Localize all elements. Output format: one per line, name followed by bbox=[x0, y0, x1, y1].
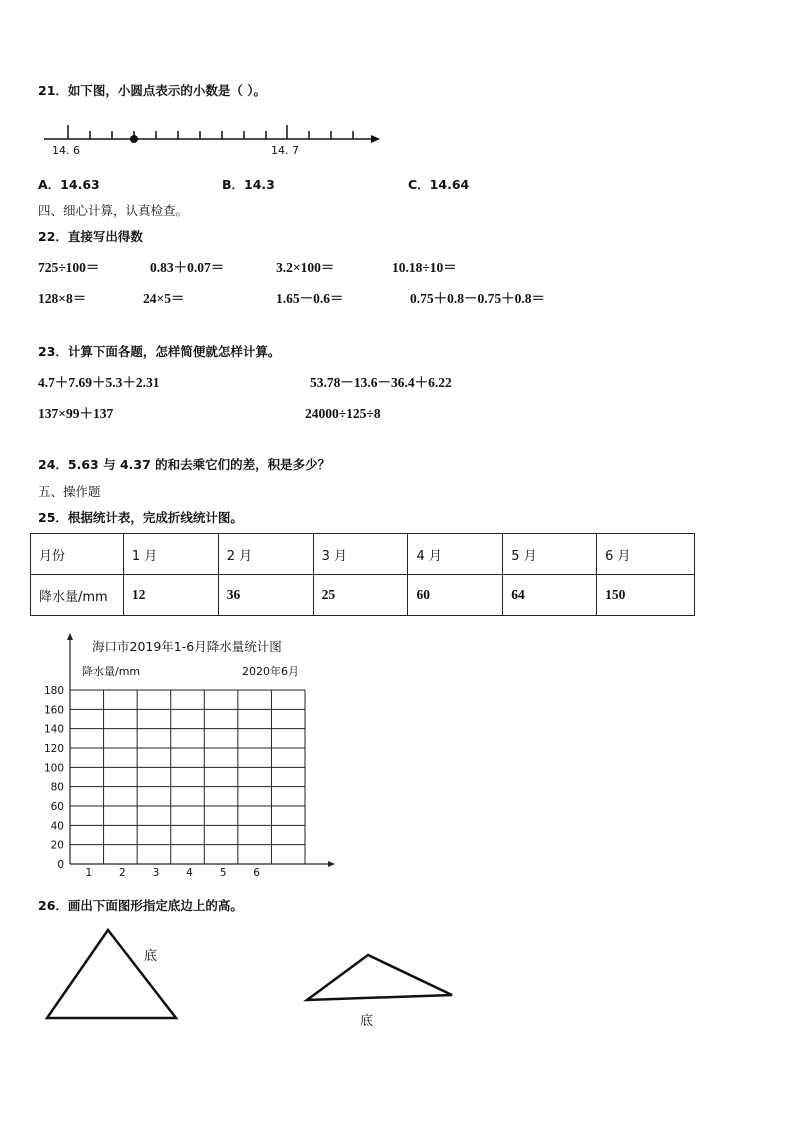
table-row bbox=[31, 575, 695, 616]
number-line-label-right: 14. 7 bbox=[271, 144, 299, 157]
rainfall-table bbox=[30, 533, 695, 616]
x-tick-label: 5 bbox=[219, 867, 227, 879]
table-cell: 36 bbox=[218, 575, 313, 616]
table-cell: 60 bbox=[408, 575, 503, 616]
q23-item: 4.7＋7.69＋5.3＋2.31 bbox=[38, 375, 160, 390]
table-cell: 2 月 bbox=[218, 534, 313, 575]
x-tick-label: 3 bbox=[152, 867, 160, 879]
table-cell: 3 月 bbox=[313, 534, 408, 575]
q22-question: 22．直接写出得数 bbox=[38, 229, 143, 244]
q22-item: 725÷100＝ bbox=[38, 260, 100, 275]
table-cell: 降水量/mm bbox=[31, 575, 124, 616]
q22-item: 10.18÷10＝ bbox=[392, 260, 457, 275]
y-tick-label: 120 bbox=[43, 743, 64, 755]
q21-option-c: C．14.64 bbox=[408, 177, 470, 192]
section-5-heading: 五、操作题 bbox=[38, 484, 101, 499]
y-tick-label: 160 bbox=[43, 704, 64, 717]
section-4-heading: 四、细心计算，认真检查。 bbox=[38, 203, 189, 218]
table-cell: 5 月 bbox=[503, 534, 597, 575]
x-tick-label: 6 bbox=[253, 867, 260, 879]
chart-y-ticks bbox=[44, 685, 64, 871]
q22-item: 0.83＋0.07＝ bbox=[150, 260, 225, 275]
q24-question: 24．5.63 与 4.37 的和去乘它们的差，积是多少？ bbox=[38, 457, 331, 472]
triangle-2 bbox=[307, 955, 452, 1000]
y-axis-arrow-icon bbox=[67, 633, 73, 640]
q22-item: 128×8＝ bbox=[38, 291, 87, 306]
q22-item: 0.75＋0.8－0.75＋0.8＝ bbox=[410, 291, 545, 306]
arrow-icon bbox=[371, 135, 380, 143]
chart-title: 海口市2019年1-6月降水量统计图 bbox=[92, 639, 282, 654]
q21-question: 21．如下图，小圆点表示的小数是（ ）。 bbox=[38, 83, 266, 98]
number-line-label-left: 14. 6 bbox=[52, 144, 80, 157]
x-tick-label: 1 bbox=[85, 867, 93, 879]
table-cell: 4 月 bbox=[408, 534, 503, 575]
q23-item: 53.78－13.6－36.4＋6.22 bbox=[310, 375, 452, 390]
q21-option-b: B．14.3 bbox=[222, 177, 275, 192]
triangle-2-base-label: 底 bbox=[360, 1014, 374, 1029]
y-tick-label: 40 bbox=[50, 820, 64, 833]
number-line-ticks bbox=[68, 125, 353, 139]
chart-y-label: 降水量/mm bbox=[82, 665, 141, 678]
y-tick-label: 60 bbox=[50, 801, 64, 813]
q23-item: 137×99＋137 bbox=[38, 406, 114, 421]
q25-question: 25．根据统计表，完成折线统计图。 bbox=[38, 510, 243, 525]
table-cell: 12 bbox=[123, 575, 218, 616]
q21-option-a: A．14.63 bbox=[38, 177, 100, 192]
table-cell: 1 月 bbox=[123, 534, 218, 575]
q26-question: 26．画出下面图形指定底边上的高。 bbox=[38, 898, 243, 913]
number-line-dot bbox=[130, 135, 138, 143]
triangle-1-base-label: 底 bbox=[144, 949, 158, 964]
table-cell: 25 bbox=[313, 575, 408, 616]
chart-grid bbox=[70, 690, 305, 864]
q22-item: 3.2×100＝ bbox=[276, 260, 335, 275]
table-cell: 6 月 bbox=[597, 534, 695, 575]
chart-date: 2020年6月 bbox=[242, 665, 299, 678]
x-tick-label: 2 bbox=[119, 867, 126, 879]
table-cell: 64 bbox=[503, 575, 597, 616]
y-tick-label: 80 bbox=[50, 781, 64, 794]
y-tick-label: 100 bbox=[43, 762, 64, 775]
x-axis-arrow-icon bbox=[328, 861, 335, 867]
q22-item: 1.65－0.6＝ bbox=[276, 291, 344, 306]
table-cell: 150 bbox=[597, 575, 695, 616]
y-tick-label: 20 bbox=[50, 839, 64, 852]
q23-item: 24000÷125÷8 bbox=[305, 406, 381, 421]
q22-item: 24×5＝ bbox=[143, 291, 185, 306]
table-cell: 月份 bbox=[31, 534, 124, 575]
q23-question: 23．计算下面各题，怎样简便就怎样计算。 bbox=[38, 344, 281, 359]
y-tick-label: 180 bbox=[43, 685, 64, 697]
table-row bbox=[31, 534, 695, 575]
y-tick-label: 0 bbox=[57, 859, 64, 871]
y-tick-label: 140 bbox=[43, 723, 64, 736]
chart-x-ticks bbox=[85, 867, 260, 879]
triangle-1 bbox=[47, 930, 176, 1018]
x-tick-label: 4 bbox=[186, 867, 193, 879]
